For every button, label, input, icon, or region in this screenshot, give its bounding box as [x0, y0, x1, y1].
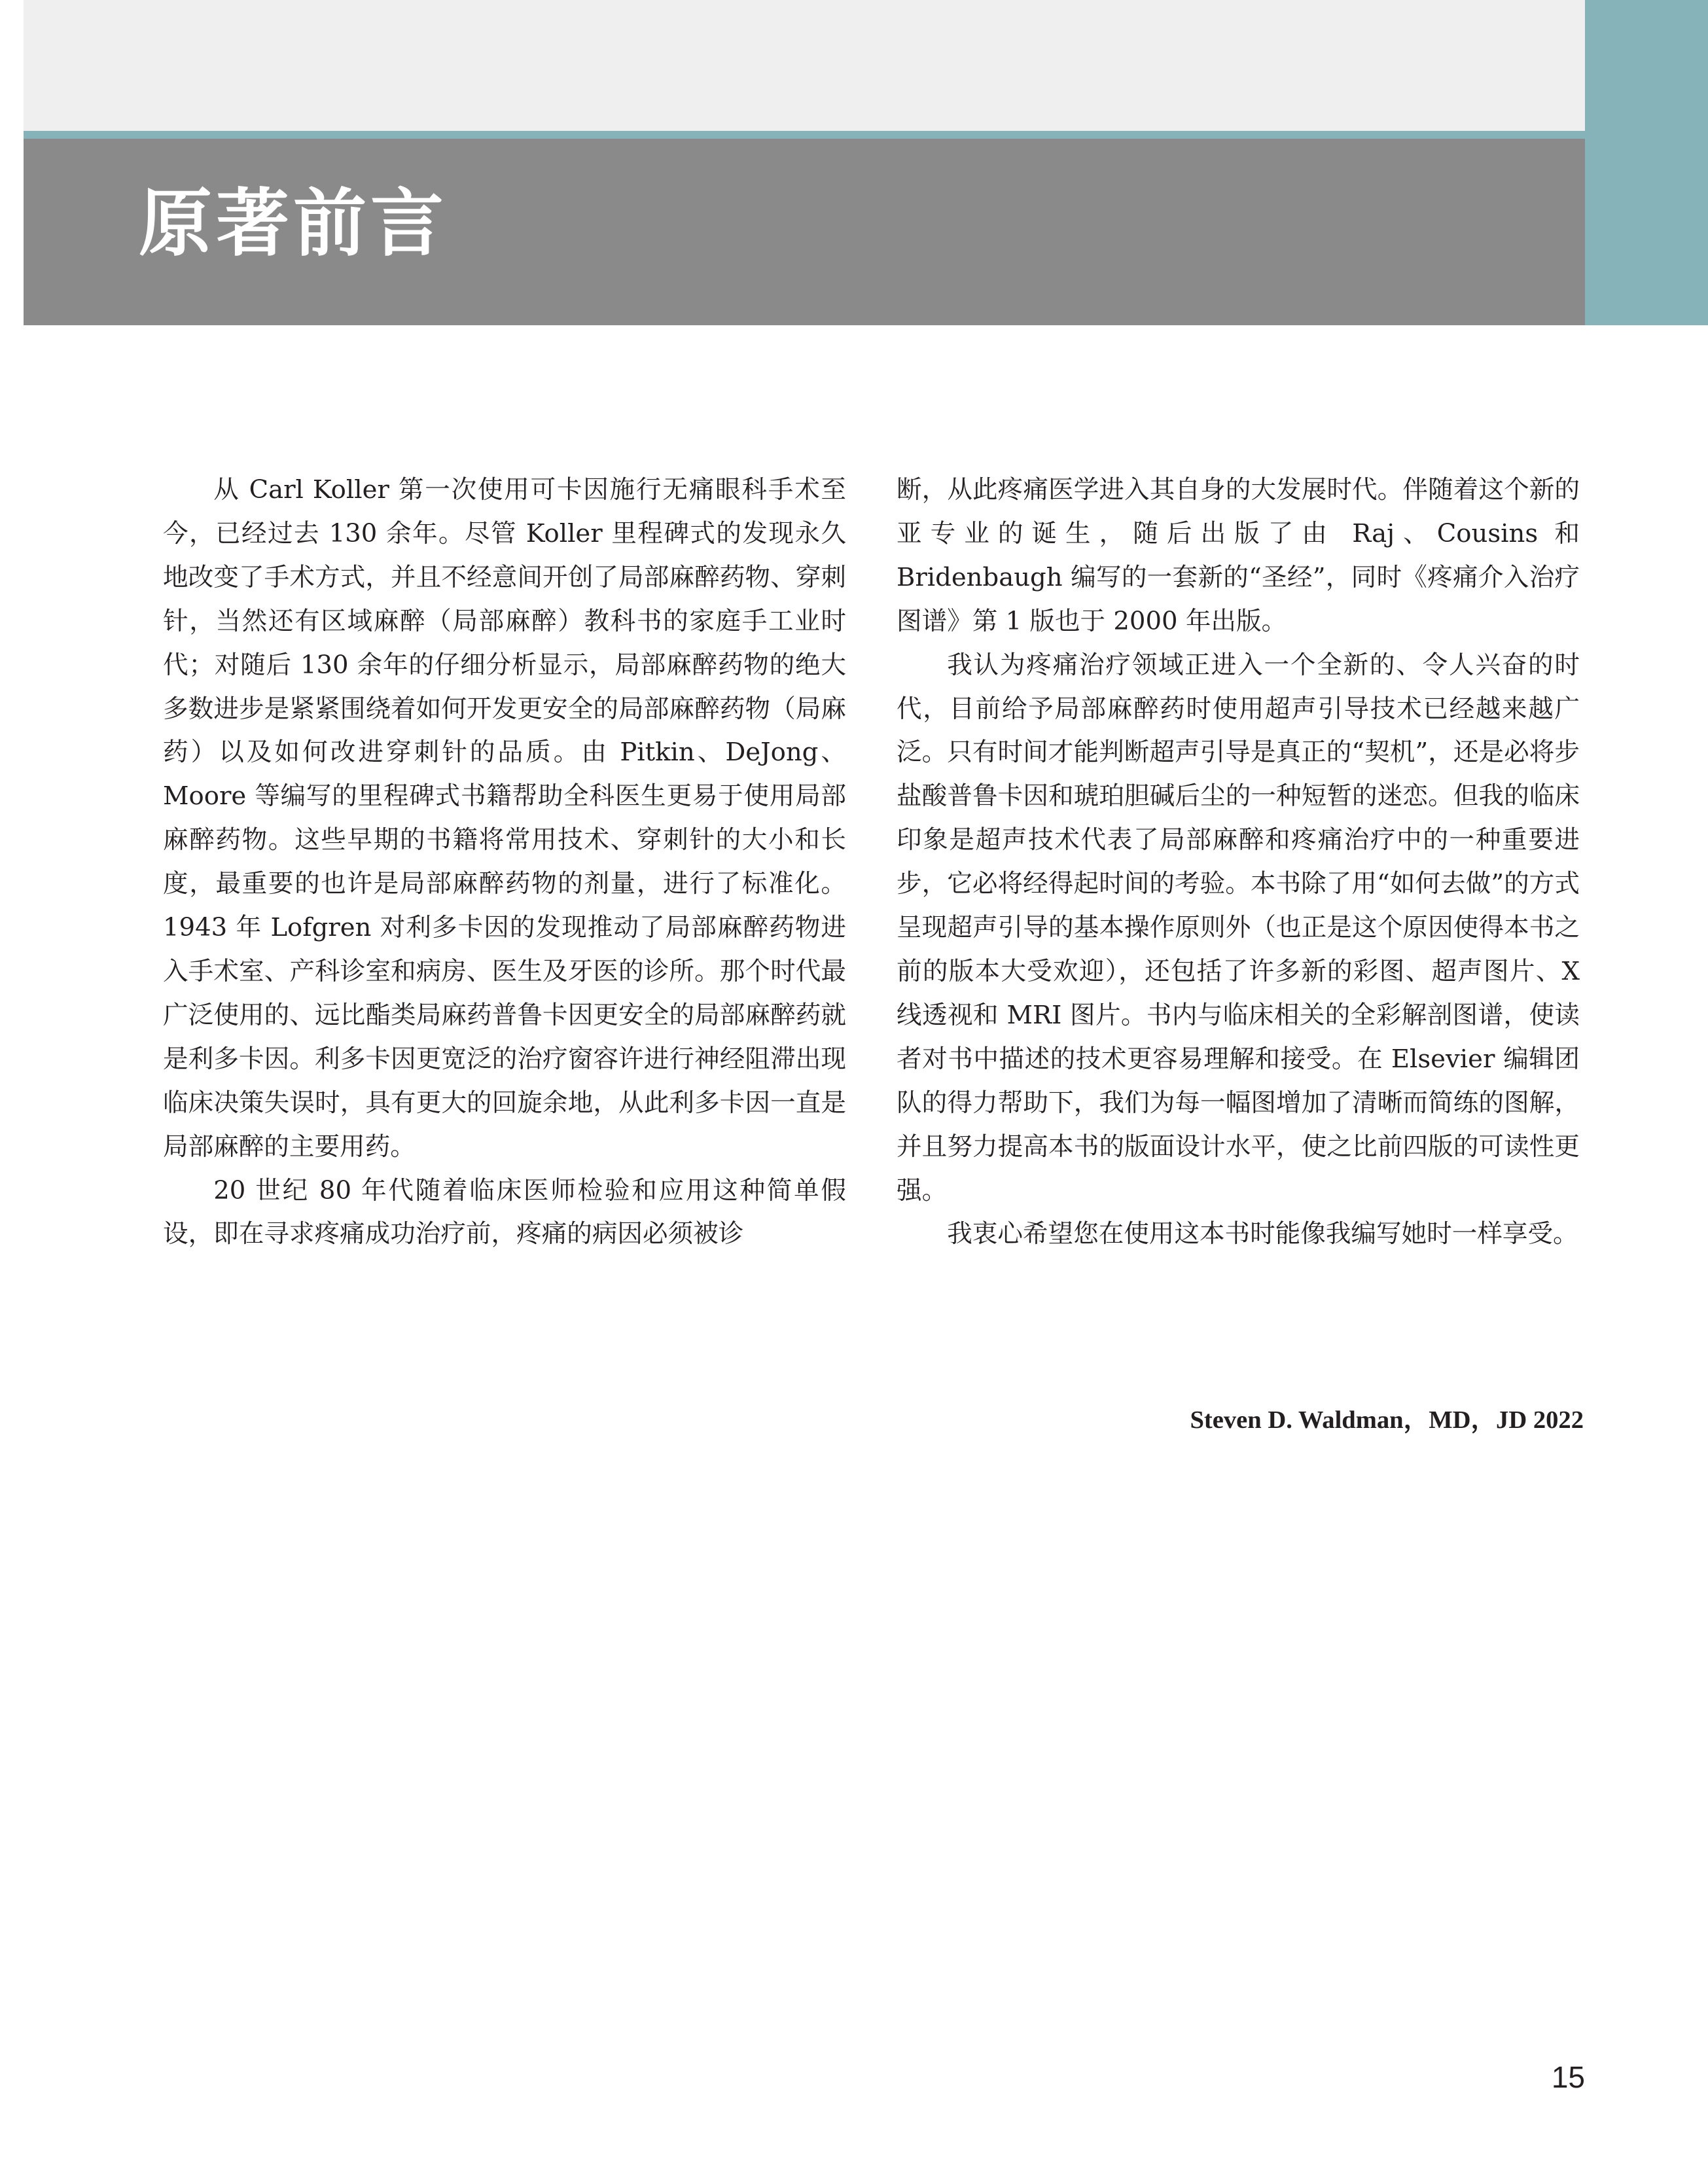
page-title: 原著前言	[139, 181, 448, 266]
paragraph-koller-history: 从 Carl Koller 第一次使用可卡因施行无痛眼科手术至今，已经过去 130 余年。尽管 Koller 里程碑式的发现永久地改变了手术方式，并且不经意间开创了局部麻醉药物、穿刺针，当然还有区域麻醉（局部麻醉）教科书的家庭手工业时代；对随后 130 余年的仔细分析显示，局部麻醉药物的绝大多数进步是紧紧围绕着如何开发更安全的局部麻醉药物（局麻药）以及如何改进穿刺针的品质。由 Pitkin、DeJong、Moore 等编写的里程碑式书籍帮助全科医生更易于使用局部麻醉药物。这些早期的书籍将常用技术、穿刺针的大小和长度，最重要的也许是局部麻醉药物的剂量，进行了标准化。1943 年 Lofgren 对利多卡因的发现推动了局部麻醉药物进入手术室、产科诊室和病房、医生及牙医的诊所。那个时代最广泛使用的、远比酯类局麻药普鲁卡因更安全的局部麻醉药就是利多卡因。利多卡因更宽泛的治疗窗容许进行神经阻滞出现临床决策失误时，具有更大的回旋余地，从此利多卡因一直是局部麻醉的主要用药。	[163, 475, 846, 1162]
paragraph-ultrasound: 我认为疼痛治疗领域正进入一个全新的、令人兴奋的时代，目前给予局部麻醉药时使用超声引导技术已经越来越广泛。只有时间才能判断超声引导是真正的“契机”，还是必将步盐酸普鲁卡因和琥珀胆碱后尘的一种短暂的迷恋。但我的临床印象是超声技术代表了局部麻醉和疼痛治疗中的一种重要进步，它必将经得起时间的考验。本书除了用“如何去做”的方式呈现超声引导的基本操作原则外（也正是这个原因使得本书之前的版本大受欢迎），还包括了许多新的彩图、超声图片、X 线透视和 MRI 图片。书内与临床相关的全彩解剖图谱，使读者对书中描述的技术更容易理解和接受。在 Elsevier 编辑团队的得力帮助下，我们为每一幅图增加了清晰而简练的图解，并且努力提高本书的版面设计水平，使之比前四版的可读性更强。	[897, 650, 1580, 1205]
page-number: 15	[1551, 2060, 1585, 2094]
right-text-column	[897, 469, 1580, 1256]
paragraph-closing-wish: 我衷心希望您在使用这本书时能像我编写她时一样享受。	[947, 1219, 1578, 1249]
left-text-column	[163, 469, 846, 1256]
paragraph-1980s: 20 世纪 80 年代随着临床医师检验和应用这种简单假设，即在寻求疼痛成功治疗前，疼痛的病因必须被诊	[163, 1175, 846, 1249]
paragraph-1980s-continued: 断，从此疼痛医学进入其自身的大发展时代。伴随着这个新的亚专业的诞生，随后出版了由 Raj、Cousins 和 Bridenbaugh 编写的一套新的“圣经”，同时《疼痛介入治疗图谱》第 1 版也于 2000 年出版。	[897, 475, 1580, 636]
author-signature: Steven D. Waldman，MD，JD 2022	[1190, 1406, 1584, 1434]
teal-corner-block	[1585, 0, 1708, 325]
top-background-strip	[24, 0, 1585, 131]
